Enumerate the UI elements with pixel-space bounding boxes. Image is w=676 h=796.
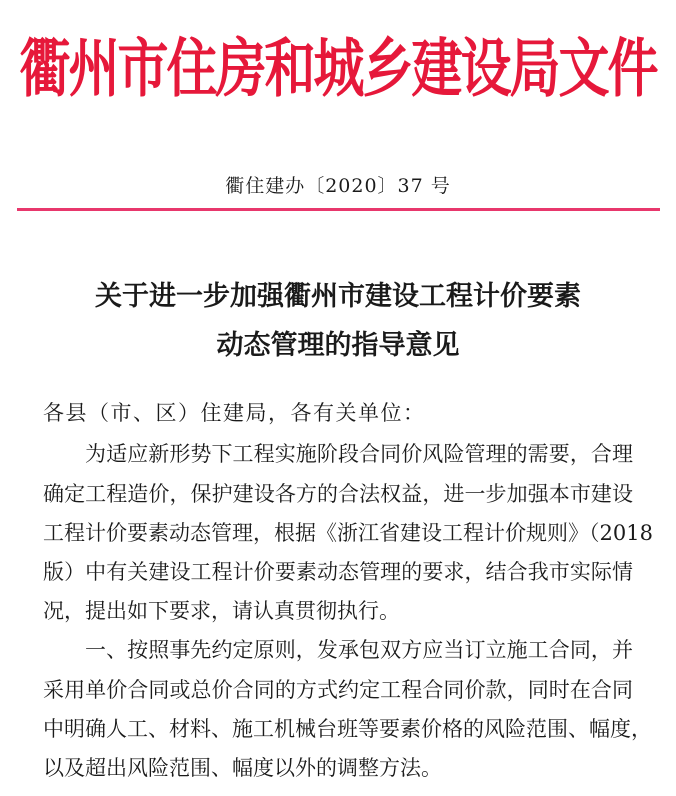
- paragraph-2-line-1: 一、按照事先约定原则，发承包双方应当订立施工合同，并: [85, 638, 633, 662]
- document-number: 衢住建办〔2020〕37 号: [225, 175, 451, 197]
- paragraph-2-line-3: 中明确人工、材料、施工机械台班等要素价格的风险范围、幅度，: [43, 717, 652, 741]
- paragraph-2-line-4: 以及超出风险范围、幅度以外的调整方法。: [43, 756, 442, 780]
- paragraph-1-line-5: 况，提出如下要求，请认真贯彻执行。: [43, 599, 400, 623]
- paragraph-1-line-1: 为适应新形势下工程实施阶段合同价风险管理的需要，合理: [85, 442, 633, 466]
- paragraph-1-line-4: 版）中有关建设工程计价要素动态管理的要求，结合我市实际情: [43, 560, 633, 584]
- paragraph-1-line-3: 工程计价要素动态管理，根据《浙江省建设工程计价规则》（2018: [43, 521, 653, 545]
- salutation: 各县（市、区）住建局，各有关单位：: [43, 401, 426, 425]
- paragraph-1-line-2: 确定工程造价，保护建设各方的合法权益，进一步加强本市建设: [43, 482, 633, 506]
- paragraph-2-line-2: 采用单价合同或总价合同的方式约定工程合同价款，同时在合同: [43, 678, 633, 702]
- document-title-line-1: 关于进一步加强衢州市建设工程计价要素: [95, 281, 581, 312]
- document-title-line-2: 动态管理的指导意见: [216, 330, 460, 361]
- header-divider: [17, 208, 660, 211]
- issuer-header: 衢州市住房和城乡建设局文件: [19, 33, 657, 107]
